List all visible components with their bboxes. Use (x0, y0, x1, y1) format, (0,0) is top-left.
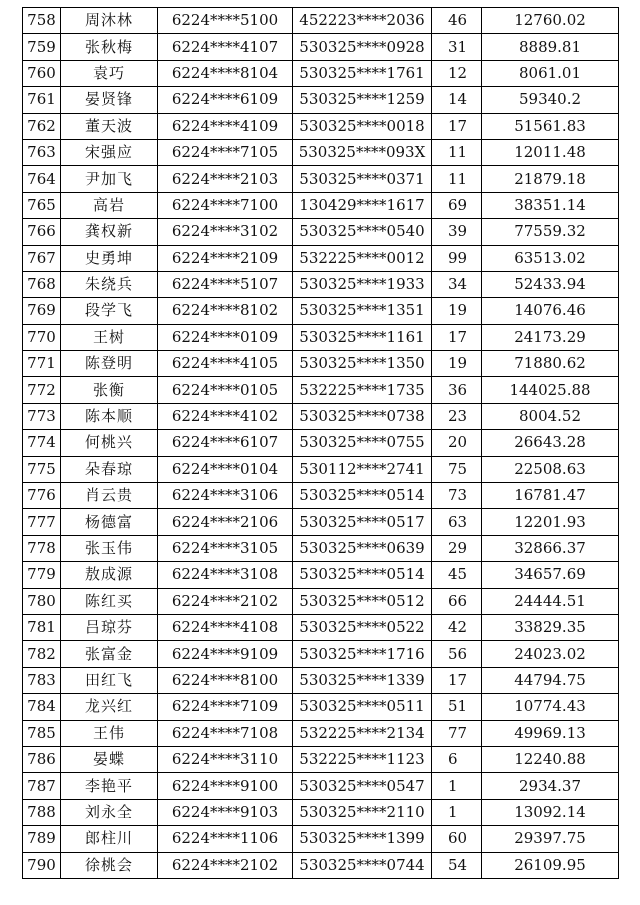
id-number: 530325****1339 (293, 667, 432, 693)
account-number: 6224****4102 (158, 403, 293, 429)
amount-value: 52433.94 (482, 271, 619, 297)
amount-value: 63513.02 (482, 245, 619, 271)
id-number: 530325****1716 (293, 641, 432, 667)
account-number: 6224****9109 (158, 641, 293, 667)
amount-value: 14076.46 (482, 298, 619, 324)
account-number: 6224****1106 (158, 826, 293, 852)
row-number: 785 (23, 720, 61, 746)
amount-value: 16781.47 (482, 483, 619, 509)
id-number: 530325****0738 (293, 403, 432, 429)
count-value: 34 (432, 271, 482, 297)
account-number: 6224****0105 (158, 377, 293, 403)
person-name: 史勇坤 (61, 245, 158, 271)
row-number: 759 (23, 34, 61, 60)
id-number: 530325****0517 (293, 509, 432, 535)
table-row (23, 562, 619, 588)
person-name: 陈登明 (61, 351, 158, 377)
row-number: 778 (23, 535, 61, 561)
person-name: 陈红买 (61, 588, 158, 614)
row-number: 784 (23, 694, 61, 720)
table-row (23, 694, 619, 720)
row-number: 760 (23, 60, 61, 86)
amount-value: 24444.51 (482, 588, 619, 614)
person-name: 周沐林 (61, 8, 158, 34)
account-number: 6224****6109 (158, 87, 293, 113)
amount-value: 51561.83 (482, 113, 619, 139)
person-name: 晏贤锋 (61, 87, 158, 113)
table-row (23, 535, 619, 561)
amount-value: 8889.81 (482, 34, 619, 60)
id-number: 530325****0547 (293, 773, 432, 799)
id-number: 530325****1761 (293, 60, 432, 86)
person-name: 肖云贵 (61, 483, 158, 509)
amount-value: 24173.29 (482, 324, 619, 350)
id-number: 530325****1259 (293, 87, 432, 113)
table-row (23, 667, 619, 693)
table-row (23, 509, 619, 535)
person-name: 李艳平 (61, 773, 158, 799)
account-number: 6224****3108 (158, 562, 293, 588)
row-number: 783 (23, 667, 61, 693)
table-row (23, 113, 619, 139)
row-number: 787 (23, 773, 61, 799)
account-number: 6224****7105 (158, 139, 293, 165)
count-value: 56 (432, 641, 482, 667)
table-row (23, 60, 619, 86)
person-name: 朱绕兵 (61, 271, 158, 297)
id-number: 530325****0511 (293, 694, 432, 720)
account-number: 6224****3102 (158, 219, 293, 245)
table-row (23, 773, 619, 799)
person-name: 刘永全 (61, 799, 158, 825)
row-number: 786 (23, 746, 61, 772)
id-number: 530325****1351 (293, 298, 432, 324)
row-number: 781 (23, 614, 61, 640)
account-number: 6224****3106 (158, 483, 293, 509)
account-number: 6224****2102 (158, 852, 293, 878)
count-value: 14 (432, 87, 482, 113)
table-row (23, 456, 619, 482)
row-number: 762 (23, 113, 61, 139)
count-value: 23 (432, 403, 482, 429)
person-name: 郎柱川 (61, 826, 158, 852)
row-number: 764 (23, 166, 61, 192)
amount-value: 10774.43 (482, 694, 619, 720)
amount-value: 8061.01 (482, 60, 619, 86)
person-name: 晏蝶 (61, 746, 158, 772)
count-value: 75 (432, 456, 482, 482)
table-body (23, 8, 619, 879)
count-value: 12 (432, 60, 482, 86)
table-row (23, 614, 619, 640)
account-number: 6224****6107 (158, 430, 293, 456)
row-number: 776 (23, 483, 61, 509)
count-value: 17 (432, 113, 482, 139)
id-number: 532225****2134 (293, 720, 432, 746)
account-number: 6224****9100 (158, 773, 293, 799)
table-row (23, 166, 619, 192)
person-name: 宋强应 (61, 139, 158, 165)
table-row (23, 8, 619, 34)
account-number: 6224****7100 (158, 192, 293, 218)
id-number: 530325****0514 (293, 562, 432, 588)
id-number: 530325****0755 (293, 430, 432, 456)
amount-value: 26109.95 (482, 852, 619, 878)
account-number: 6224****2102 (158, 588, 293, 614)
row-number: 769 (23, 298, 61, 324)
count-value: 19 (432, 298, 482, 324)
count-value: 11 (432, 166, 482, 192)
table-row (23, 641, 619, 667)
row-number: 780 (23, 588, 61, 614)
id-number: 530325****0639 (293, 535, 432, 561)
row-number: 774 (23, 430, 61, 456)
account-number: 6224****3110 (158, 746, 293, 772)
amount-value: 21879.18 (482, 166, 619, 192)
count-value: 54 (432, 852, 482, 878)
row-number: 768 (23, 271, 61, 297)
table-row (23, 826, 619, 852)
count-value: 69 (432, 192, 482, 218)
amount-value: 77559.32 (482, 219, 619, 245)
table-row (23, 430, 619, 456)
row-number: 779 (23, 562, 61, 588)
table-row (23, 720, 619, 746)
id-number: 530325****1350 (293, 351, 432, 377)
amount-value: 49969.13 (482, 720, 619, 746)
account-number: 6224****4108 (158, 614, 293, 640)
count-value: 6 (432, 746, 482, 772)
amount-value: 12201.93 (482, 509, 619, 535)
table-row (23, 139, 619, 165)
count-value: 39 (432, 219, 482, 245)
id-number: 530325****0018 (293, 113, 432, 139)
id-number: 530325****093X (293, 139, 432, 165)
count-value: 73 (432, 483, 482, 509)
account-number: 6224****2106 (158, 509, 293, 535)
id-number: 530325****0514 (293, 483, 432, 509)
amount-value: 13092.14 (482, 799, 619, 825)
count-value: 1 (432, 773, 482, 799)
account-number: 6224****5100 (158, 8, 293, 34)
row-number: 758 (23, 8, 61, 34)
id-number: 530325****0744 (293, 852, 432, 878)
amount-value: 22508.63 (482, 456, 619, 482)
id-number: 530325****1399 (293, 826, 432, 852)
person-name: 袁巧 (61, 60, 158, 86)
row-number: 770 (23, 324, 61, 350)
amount-value: 32866.37 (482, 535, 619, 561)
id-number: 530325****0928 (293, 34, 432, 60)
amount-value: 12240.88 (482, 746, 619, 772)
person-name: 董天波 (61, 113, 158, 139)
count-value: 63 (432, 509, 482, 535)
row-number: 766 (23, 219, 61, 245)
amount-value: 2934.37 (482, 773, 619, 799)
count-value: 36 (432, 377, 482, 403)
table-row (23, 192, 619, 218)
person-name: 张富金 (61, 641, 158, 667)
table-row (23, 483, 619, 509)
id-number: 530325****0371 (293, 166, 432, 192)
row-number: 761 (23, 87, 61, 113)
count-value: 11 (432, 139, 482, 165)
table-row (23, 34, 619, 60)
table-row (23, 271, 619, 297)
account-number: 6224****5107 (158, 271, 293, 297)
row-number: 772 (23, 377, 61, 403)
person-name: 杨德富 (61, 509, 158, 535)
count-value: 17 (432, 324, 482, 350)
row-number: 777 (23, 509, 61, 535)
amount-value: 33829.35 (482, 614, 619, 640)
person-name: 陈本顺 (61, 403, 158, 429)
row-number: 788 (23, 799, 61, 825)
row-number: 767 (23, 245, 61, 271)
table-row (23, 377, 619, 403)
person-name: 张衡 (61, 377, 158, 403)
id-number: 530325****0512 (293, 588, 432, 614)
id-number: 532225****1123 (293, 746, 432, 772)
person-name: 王树 (61, 324, 158, 350)
table-row (23, 852, 619, 878)
id-number: 452223****2036 (293, 8, 432, 34)
row-number: 775 (23, 456, 61, 482)
amount-value: 44794.75 (482, 667, 619, 693)
table-row (23, 245, 619, 271)
person-name: 何桃兴 (61, 430, 158, 456)
row-number: 763 (23, 139, 61, 165)
amount-value: 71880.62 (482, 351, 619, 377)
person-name: 张玉伟 (61, 535, 158, 561)
id-number: 130429****1617 (293, 192, 432, 218)
person-name: 段学飞 (61, 298, 158, 324)
account-number: 6224****4105 (158, 351, 293, 377)
account-number: 6224****3105 (158, 535, 293, 561)
person-name: 龚权新 (61, 219, 158, 245)
amount-value: 29397.75 (482, 826, 619, 852)
account-number: 6224****8100 (158, 667, 293, 693)
person-name: 王伟 (61, 720, 158, 746)
amount-value: 8004.52 (482, 403, 619, 429)
person-name: 尹加飞 (61, 166, 158, 192)
account-number: 6224****0109 (158, 324, 293, 350)
count-value: 45 (432, 562, 482, 588)
account-number: 6224****7108 (158, 720, 293, 746)
table-row (23, 324, 619, 350)
count-value: 77 (432, 720, 482, 746)
count-value: 46 (432, 8, 482, 34)
amount-value: 144025.88 (482, 377, 619, 403)
row-number: 782 (23, 641, 61, 667)
count-value: 60 (432, 826, 482, 852)
id-number: 530325****0522 (293, 614, 432, 640)
table-row (23, 351, 619, 377)
person-name: 朵春琼 (61, 456, 158, 482)
id-number: 530325****1161 (293, 324, 432, 350)
count-value: 42 (432, 614, 482, 640)
row-number: 789 (23, 826, 61, 852)
count-value: 19 (432, 351, 482, 377)
table-row (23, 298, 619, 324)
account-number: 6224****7109 (158, 694, 293, 720)
account-number: 6224****4109 (158, 113, 293, 139)
amount-value: 26643.28 (482, 430, 619, 456)
account-number: 6224****4107 (158, 34, 293, 60)
amount-value: 59340.2 (482, 87, 619, 113)
id-number: 530325****1933 (293, 271, 432, 297)
person-name: 田红飞 (61, 667, 158, 693)
table-row (23, 746, 619, 772)
account-number: 6224****2103 (158, 166, 293, 192)
data-table (22, 7, 619, 879)
amount-value: 12760.02 (482, 8, 619, 34)
count-value: 17 (432, 667, 482, 693)
table-row (23, 87, 619, 113)
account-number: 6224****0104 (158, 456, 293, 482)
person-name: 张秋梅 (61, 34, 158, 60)
account-number: 6224****9103 (158, 799, 293, 825)
count-value: 51 (432, 694, 482, 720)
account-number: 6224****8104 (158, 60, 293, 86)
amount-value: 34657.69 (482, 562, 619, 588)
table-row (23, 799, 619, 825)
table-row (23, 219, 619, 245)
count-value: 66 (432, 588, 482, 614)
row-number: 765 (23, 192, 61, 218)
account-number: 6224****8102 (158, 298, 293, 324)
id-number: 530325****2110 (293, 799, 432, 825)
id-number: 532225****1735 (293, 377, 432, 403)
amount-value: 12011.48 (482, 139, 619, 165)
person-name: 敖成源 (61, 562, 158, 588)
row-number: 773 (23, 403, 61, 429)
person-name: 龙兴红 (61, 694, 158, 720)
account-number: 6224****2109 (158, 245, 293, 271)
count-value: 1 (432, 799, 482, 825)
amount-value: 24023.02 (482, 641, 619, 667)
row-number: 771 (23, 351, 61, 377)
table-row (23, 403, 619, 429)
count-value: 29 (432, 535, 482, 561)
person-name: 徐桃会 (61, 852, 158, 878)
person-name: 高岩 (61, 192, 158, 218)
amount-value: 38351.14 (482, 192, 619, 218)
count-value: 31 (432, 34, 482, 60)
id-number: 530325****0540 (293, 219, 432, 245)
count-value: 99 (432, 245, 482, 271)
row-number: 790 (23, 852, 61, 878)
table-row (23, 588, 619, 614)
count-value: 20 (432, 430, 482, 456)
person-name: 吕琼芬 (61, 614, 158, 640)
id-number: 530112****2741 (293, 456, 432, 482)
id-number: 532225****0012 (293, 245, 432, 271)
